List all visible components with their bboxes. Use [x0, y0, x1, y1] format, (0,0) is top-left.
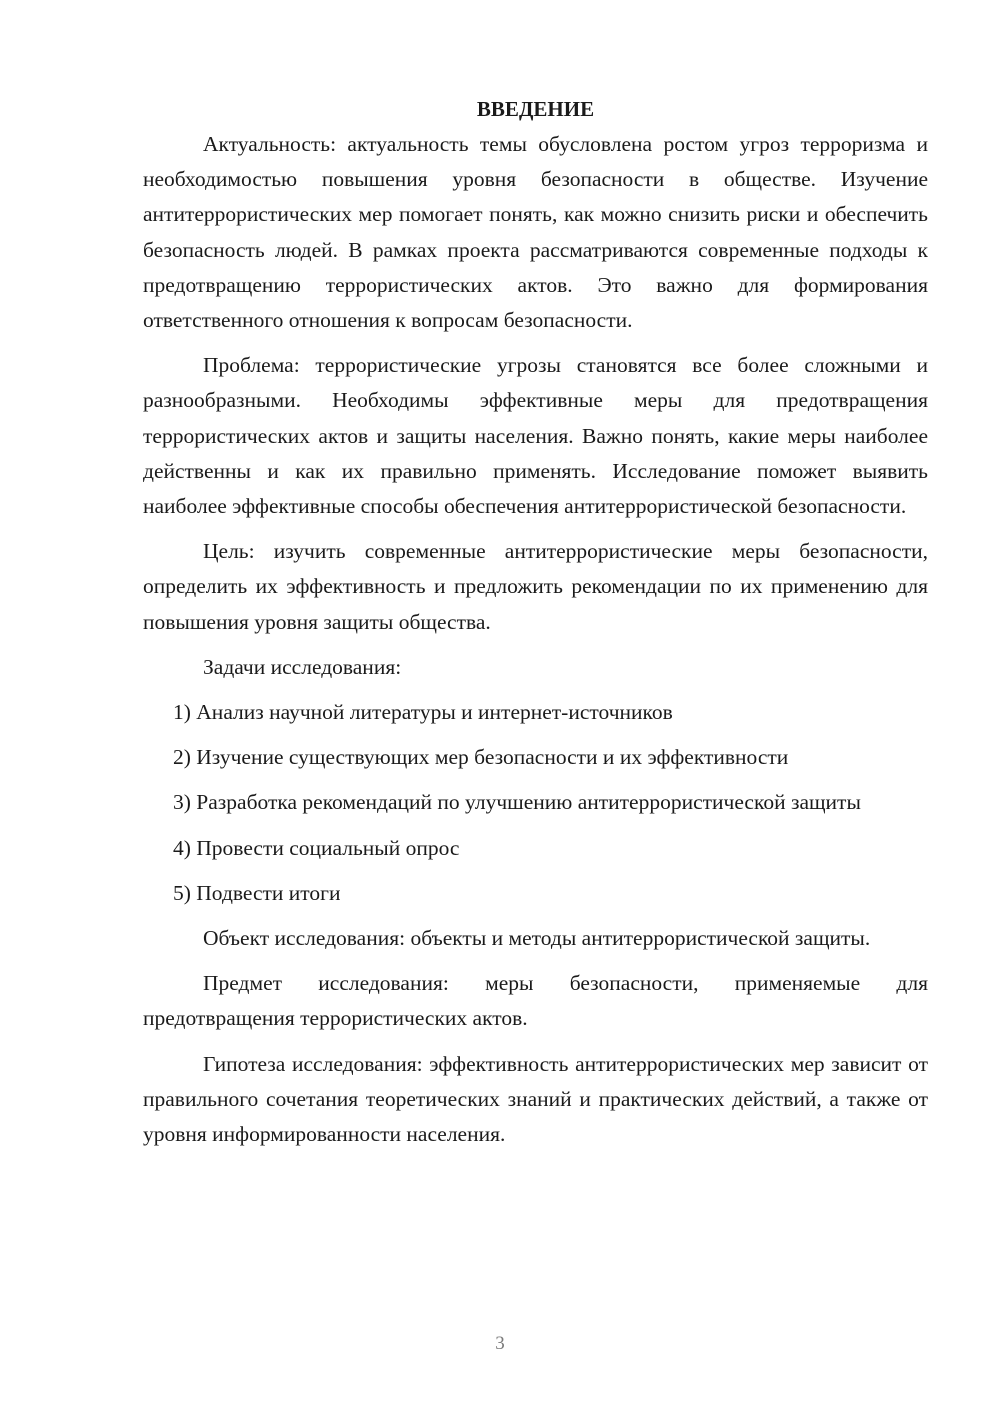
document-page: [143, 92, 928, 1162]
task-item-1: 1) Анализ научной литературы и интернет-источников: [173, 700, 673, 725]
task-item-4: 4) Провести социальный опрос: [173, 835, 460, 860]
task-item-5: 5) Подвести итоги: [173, 880, 341, 905]
goal-paragraph: Цель: изучить современные антитеррористические меры безопасности, определить их эффективность и предложить рекомендации по их применению для повышения уровня защиты общества.: [143, 539, 928, 634]
object-paragraph: Объект исследования: объекты и методы антитеррористической защиты.: [203, 926, 871, 951]
hypothesis-paragraph: Гипотеза исследования: эффективность антитеррористических мер зависит от правильного сочетания теоретических знаний и практических действий, а также от уровня информированности населения.: [143, 1051, 928, 1147]
relevance-paragraph: Актуальность: актуальность темы обусловлена ростом угроз терроризма и необходимостью повышения уровня безопасности в обществе. Изучение антитеррористических мер помогает понять, как можно снизить риски и обеспечить безопасность людей. В рамках проекта рассматриваются современные подходы к предотвращению террористических актов. Это важно для формирования ответственного отношения к вопросам безопасности.: [143, 132, 928, 333]
problem-paragraph: Проблема: террористические угрозы становятся все более сложными и разнообразными. Необходимы эффективные меры для предотвращения террористических актов и защиты населения. Важно понять, какие меры наиболее действенны и как их правильно применять. Исследование поможет выявить наиболее эффективные способы обеспечения антитеррористической безопасности.: [143, 353, 928, 519]
task-item-3: 3) Разработка рекомендаций по улучшению антитеррористической защиты: [173, 790, 861, 815]
page-title: ВВЕДЕНИЕ: [476, 97, 595, 121]
subject-paragraph: Предмет исследования: меры безопасности, применяемые для предотвращения террористических актов.: [143, 971, 928, 1031]
task-item-2: 2) Изучение существующих мер безопасности и их эффективности: [173, 745, 789, 770]
tasks-heading: Задачи исследования:: [203, 654, 402, 679]
page-number: 3: [495, 1333, 505, 1354]
